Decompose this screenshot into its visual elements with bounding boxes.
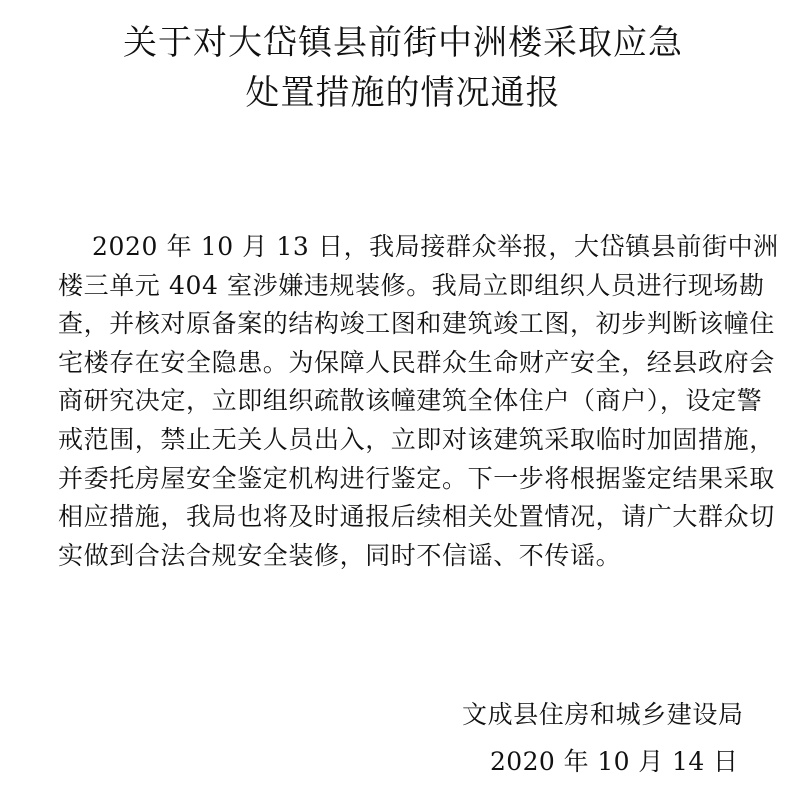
body-line: 戒范围，禁止无关人员出入，立即对该建筑采取临时加固措施， xyxy=(58,424,775,454)
body-line: 实做到合法合规安全装修，同时不信谣、不传谣。 xyxy=(58,540,622,570)
title-line-2: 处置措施的情况通报 xyxy=(245,73,561,113)
body-line: 并委托房屋安全鉴定机构进行鉴定。下一步将根据鉴定结果采取 xyxy=(58,463,775,493)
signature-organization: 文成县住房和城乡建设局 xyxy=(462,700,744,729)
signature-date: 2020 年 10 月 14 日 xyxy=(490,747,739,776)
body-line: 商研究决定，立即组织疏散该幢建筑全体住户（商户），设定警 xyxy=(58,386,763,416)
title-line-1: 关于对大岱镇县前街中洲楼采取应急 xyxy=(123,23,683,63)
body-line: 2020 年 10 月 13 日，我局接群众举报，大岱镇县前街中洲 xyxy=(92,232,779,261)
body-line: 楼三单元 404 室涉嫌违规装修。我局立即组织人员进行现场勘 xyxy=(58,270,765,300)
notice-body xyxy=(58,228,778,575)
body-line: 宅楼存在安全隐患。为保障人民群众生命财产安全，经县政府会 xyxy=(58,347,775,377)
body-line: 相应措施，我局也将及时通报后续相关处置情况，请广大群众切 xyxy=(58,502,775,532)
body-line: 查，并核对原备案的结构竣工图和建筑竣工图，初步判断该幢住 xyxy=(58,309,775,339)
